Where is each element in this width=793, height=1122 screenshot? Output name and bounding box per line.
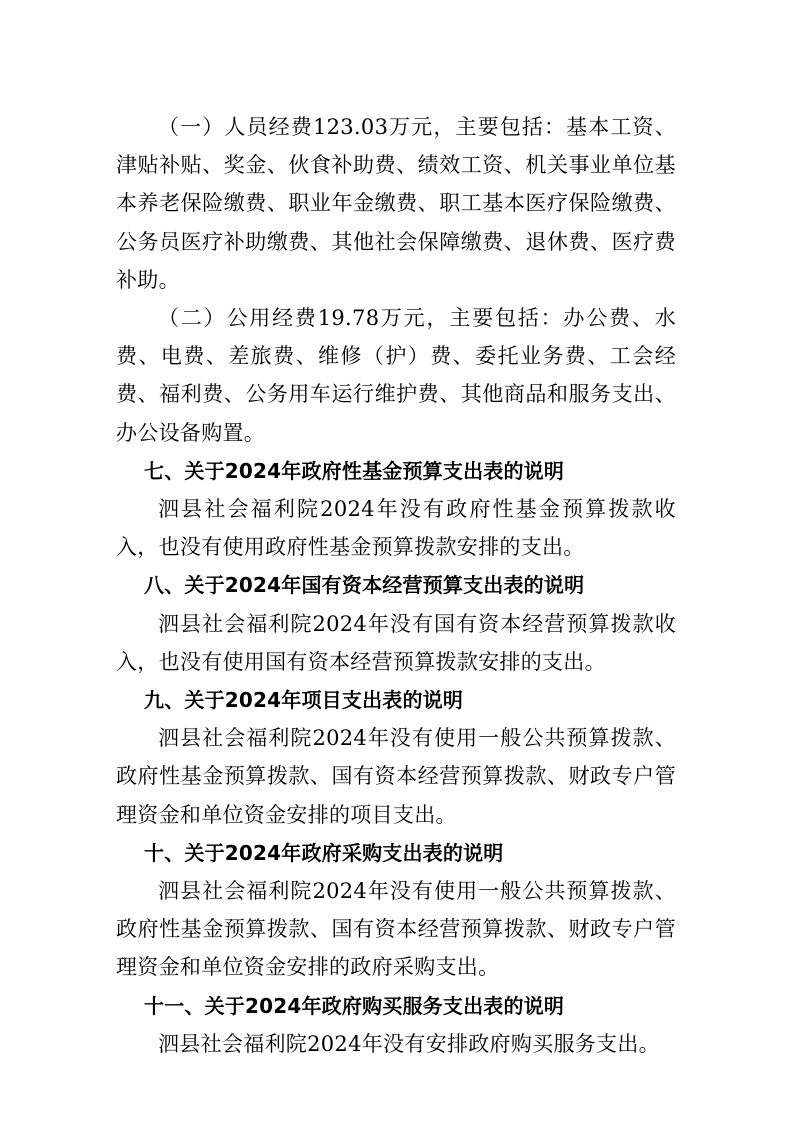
paragraph-section-11: 泗县社会福利院2024年没有安排政府购买服务支出。	[158, 1031, 660, 1056]
document-body	[116, 108, 676, 1063]
section-heading-8: 八、关于2024年国有资本经营预算支出表的说明	[144, 573, 585, 598]
section-heading-10: 十、关于2024年政府采购支出表的说明	[144, 840, 504, 865]
paragraph-personnel-expenses: （一）人员经费123.03万元，主要包括：基本工资、津贴补贴、奖金、伙食补助费、绩效工资、机关事业单位基本养老保险缴费、职业年金缴费、职工基本医疗保险缴费、公务员医疗补助缴费、其他社会保障缴费、退休费、医疗费补助。	[116, 115, 676, 292]
paragraph-section-7: 泗县社会福利院2024年没有政府性基金预算拨款收入，也没有使用政府性基金预算拨款安排的支出。	[116, 497, 676, 560]
section-heading-7: 七、关于2024年政府性基金预算支出表的说明	[144, 458, 565, 483]
paragraph-section-8: 泗县社会福利院2024年没有国有资本经营预算拨款收入，也没有使用国有资本经营预算拨款安排的支出。	[116, 611, 676, 674]
paragraph-section-9: 泗县社会福利院2024年没有使用一般公共预算拨款、政府性基金预算拨款、国有资本经营预算拨款、财政专户管理资金和单位资金安排的项目支出。	[116, 726, 676, 827]
section-heading-9: 九、关于2024年项目支出表的说明	[144, 688, 464, 713]
paragraph-section-10: 泗县社会福利院2024年没有使用一般公共预算拨款、政府性基金预算拨款、国有资本经营预算拨款、财政专户管理资金和单位资金安排的政府采购支出。	[116, 879, 676, 980]
section-heading-11: 十一、关于2024年政府购买服务支出表的说明	[144, 993, 565, 1018]
paragraph-public-expenses: （二）公用经费19.78万元，主要包括：办公费、水费、电费、差旅费、维修（护）费、委托业务费、工会经费、福利费、公务用车运行维护费、其他商品和服务支出、办公设备购置。	[116, 306, 676, 445]
